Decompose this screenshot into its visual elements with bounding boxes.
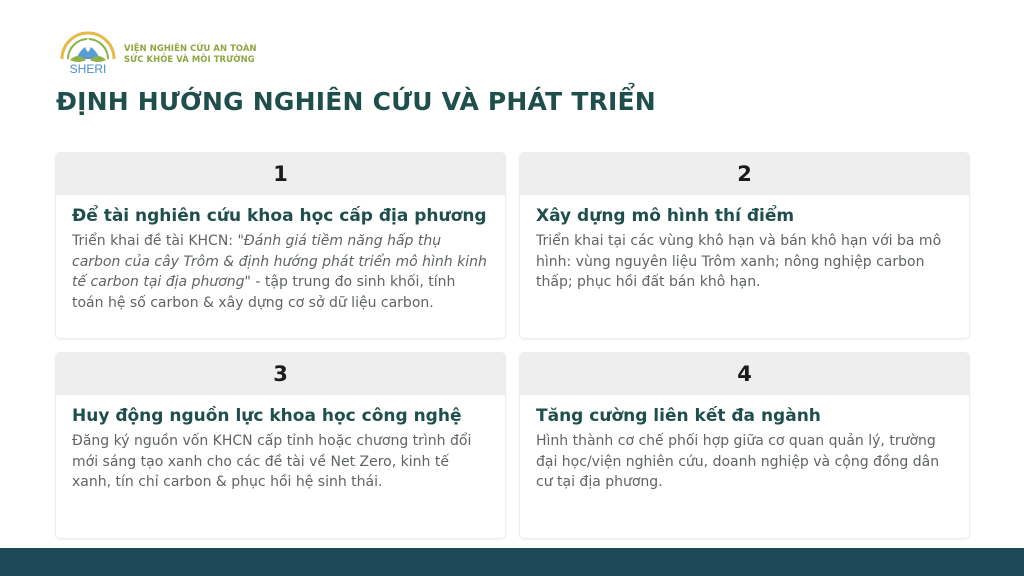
org-name-line2: SỨC KHỎE VÀ MÔI TRƯỜNG [124,54,255,64]
organization-name [124,43,257,65]
card-multisector-linkage [520,353,969,538]
card-body-quote: "Đánh giá tiềm năng hấp thụ carbon của cây Trôm & định hướng phát triển mô hình kinh tế carbon tại địa phương" [72,233,487,290]
card-title: Để tài nghiên cứu khoa học cấp địa phương [72,206,487,226]
card-body-prefix: Triển khai đề tài KHCN: [72,233,238,249]
card-body: Đăng ký nguồn vốn KHCN cấp tỉnh hoặc chương trình đổi mới sáng tạo xanh cho các đề tài về Net Zero, kinh tế xanh, tín chỉ carbon & phục hồi hệ sinh thái. [72,433,472,490]
card-number: 4 [520,353,969,395]
card-number: 1 [56,153,505,195]
card-pilot-model [520,153,969,338]
card-body-suffix: - tập trung đo sinh khối, tính toán hệ số carbon & xây dựng cơ sở dữ liệu carbon. [72,274,456,311]
card-number: 2 [520,153,969,195]
card-body: Triển khai tại các vùng khô hạn và bán khô hạn với ba mô hình: vùng nguyên liệu Trôm xanh; nông nghiệp carbon thấp; phục hồi đất bán khô hạn. [536,233,942,290]
card-title: Xây dựng mô hình thí điểm [536,206,795,226]
card-title: Huy động nguồn lực khoa học công nghệ [72,406,462,426]
card-research-topic [56,153,505,338]
card-number: 3 [56,353,505,395]
sheri-logo-graphic [56,26,120,76]
card-body [72,231,491,313]
page-title: ĐỊNH HƯỚNG NGHIÊN CỨU VÀ PHÁT TRIỂN [56,87,656,116]
card-resource-mobilization [56,353,505,538]
card-body: Hình thành cơ chế phối hợp giữa cơ quan quản lý, trường đại học/viện nghiên cứu, doanh nghiệp và cộng đồng dân cư tại địa phương. [536,433,940,490]
sheri-logo [56,26,120,76]
org-name-line1: VIỆN NGHIÊN CỨU AN TOÀN [124,43,257,53]
logo-text: SHERI [69,62,107,76]
footer-bar [0,548,1024,576]
card-title: Tăng cường liên kết đa ngành [536,406,821,426]
